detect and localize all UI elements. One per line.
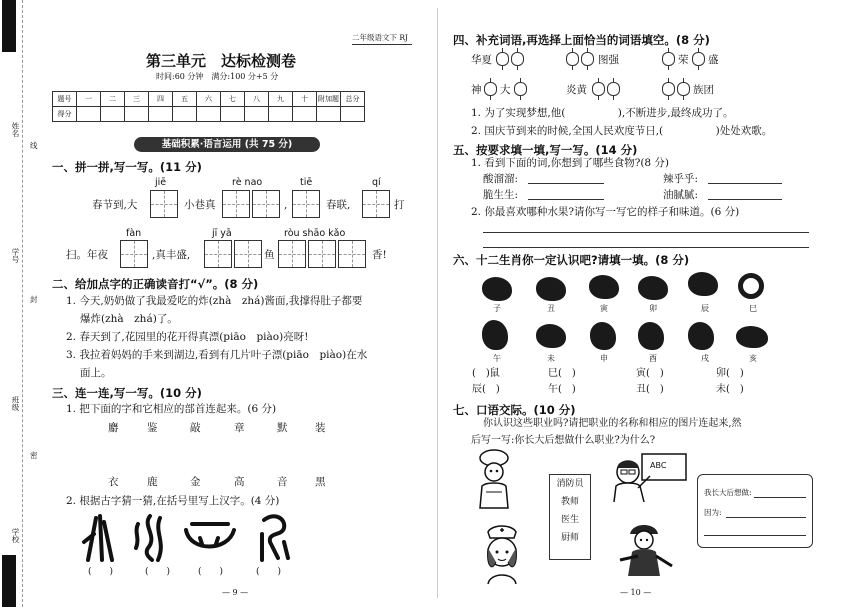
score-header-cell: 一 xyxy=(77,92,101,107)
s4-word: 盛 xyxy=(708,54,719,66)
score-cell[interactable] xyxy=(125,107,149,122)
score-header-cell: 总分 xyxy=(341,92,365,107)
s3-q2: 2. 根据古字猜一猜,在括号里写上汉字。(4 分) xyxy=(66,495,280,507)
section-1-heading: 一、拼一拼,写一写。(11 分) xyxy=(52,160,202,174)
zodiac-branch: 戌 xyxy=(701,354,709,363)
zodiac-ox-icon xyxy=(536,277,566,301)
s2-item-1: 1. 今天,奶奶做了我最爱吃的炸(zhà zhá)酱面,我撑得肚子都要 xyxy=(66,295,363,307)
pinyin-qi: qí xyxy=(372,177,381,188)
zodiac-fill[interactable]: 辰( ) xyxy=(472,384,500,395)
exam-meta: 时间:60 分钟 满分:100 分+5 分 xyxy=(156,72,279,81)
zodiac-fill[interactable]: 丑( ) xyxy=(636,384,664,395)
s3-char-bottom[interactable]: 黑 xyxy=(315,476,326,488)
score-cell[interactable] xyxy=(197,107,221,122)
score-header-cell: 附加题 xyxy=(317,92,341,107)
food-prompt: 油腻腻: xyxy=(663,189,699,201)
gutter-line-mark: 线 xyxy=(30,141,38,150)
firefighter-picture xyxy=(616,520,676,580)
gutter-school-label: 学校 xyxy=(11,528,20,543)
score-cell[interactable] xyxy=(317,107,341,122)
s2-item-1b: 爆炸(zhà zhá)了。 xyxy=(80,313,178,325)
gutter-class-label: 班级 xyxy=(11,396,20,411)
s3-q1: 1. 把下面的字和它相应的部首连起来。(6 分) xyxy=(66,403,277,415)
s3-char-bottom[interactable]: 金 xyxy=(190,476,201,488)
zodiac-branch: 亥 xyxy=(749,354,757,363)
score-header-cell: 二 xyxy=(101,92,125,107)
food-prompt: 辣乎乎: xyxy=(663,173,699,185)
lantern-blank[interactable] xyxy=(662,82,675,96)
zodiac-branch: 未 xyxy=(547,354,555,363)
answer-line[interactable] xyxy=(754,497,806,498)
answer-label-job: 我长大后想做: xyxy=(704,488,752,497)
score-table xyxy=(52,91,365,122)
zodiac-branch: 申 xyxy=(600,354,608,363)
zodiac-branch: 午 xyxy=(493,354,501,363)
score-header-cell: 七 xyxy=(221,92,245,107)
pinyin-jiya: jī yā xyxy=(212,228,232,239)
zodiac-fill[interactable]: 午( ) xyxy=(548,384,576,395)
s3-char-top[interactable]: 敲 xyxy=(190,422,201,434)
score-header-cell: 三 xyxy=(125,92,149,107)
score-header-cell: 十 xyxy=(293,92,317,107)
answer-line[interactable] xyxy=(708,199,782,200)
board-text: ABC xyxy=(650,461,667,470)
char-box[interactable] xyxy=(120,240,148,268)
answer-scroll xyxy=(697,474,813,548)
ancient-glyph-tree xyxy=(84,516,112,560)
paren-blank[interactable]: ( ) xyxy=(145,567,171,577)
char-box[interactable] xyxy=(204,240,232,268)
chef-picture xyxy=(466,448,522,510)
score-header-label: 题号 xyxy=(53,92,77,107)
zodiac-dog-icon xyxy=(688,322,714,350)
section-banner: 基础积累·语言运用 (共 75 分) xyxy=(134,137,320,152)
job-name[interactable]: 教师 xyxy=(560,497,579,507)
lantern-blank[interactable] xyxy=(496,52,509,66)
char-box[interactable] xyxy=(234,240,262,268)
s2-text-2: ,真丰盛, xyxy=(152,249,191,261)
lantern-blank[interactable] xyxy=(514,82,527,96)
ancient-glyphs xyxy=(78,512,308,564)
lantern-blank[interactable] xyxy=(592,82,605,96)
score-header-cell: 五 xyxy=(173,92,197,107)
pinyin-jie: jiē xyxy=(155,177,167,188)
pinyin-tie: tiē xyxy=(300,177,313,188)
job-name[interactable]: 医生 xyxy=(560,515,579,525)
s2-item-3b: 面上。 xyxy=(80,367,112,379)
s2-item-2: 2. 春天到了,花园里的花开得真漂(piāo piào)亮呀! xyxy=(66,331,309,343)
answer-line[interactable] xyxy=(483,247,809,248)
zodiac-tiger-icon xyxy=(589,275,619,299)
score-cell[interactable] xyxy=(173,107,197,122)
s3-char-top[interactable]: 装 xyxy=(315,422,326,434)
zodiac-branch: 卯 xyxy=(649,304,657,313)
header-rule xyxy=(352,44,412,45)
score-header-cell: 九 xyxy=(269,92,293,107)
section-7-heading: 七、口语交际。(10 分) xyxy=(453,403,576,417)
gutter-name-label: 姓名 xyxy=(11,122,20,137)
s3-char-top[interactable]: 麝 xyxy=(108,422,119,434)
answer-line[interactable] xyxy=(704,535,806,536)
paren-blank[interactable]: ( ) xyxy=(198,567,224,577)
section-6-heading: 六、十二生肖你一定认识吧?请填一填。(8 分) xyxy=(453,253,690,267)
s2-text-4: 香! xyxy=(372,249,387,261)
zodiac-fill[interactable]: 寅( ) xyxy=(636,368,664,379)
lantern-blank[interactable] xyxy=(607,82,620,96)
s5-q1: 1. 看到下面的词,你想到了哪些食物?(8 分) xyxy=(471,157,670,169)
answer-line[interactable] xyxy=(528,183,604,184)
page-title: 第三单元 达标检测卷 xyxy=(146,52,297,70)
s3-char-top[interactable]: 默 xyxy=(277,422,288,434)
zodiac-dragon-icon xyxy=(688,272,718,296)
score-cell[interactable] xyxy=(341,107,365,122)
zodiac-goat-icon xyxy=(536,324,566,348)
s5-q2: 2. 你最喜欢哪种水果?请你写一写它的样子和味道。(6 分) xyxy=(471,206,740,218)
score-cell[interactable] xyxy=(293,107,317,122)
ancient-glyph-water xyxy=(136,516,161,560)
s3-char-bottom[interactable]: 音 xyxy=(277,476,288,488)
black-tab-top xyxy=(2,0,16,52)
zodiac-monkey-icon xyxy=(590,322,616,350)
score-header-cell: 六 xyxy=(197,92,221,107)
s7-prompt-1: 你认识这些职业吗?请把职业的名称和相应的图片连起来,然 xyxy=(483,418,742,429)
zodiac-snake-icon xyxy=(738,273,764,299)
s7-prompt-2: 后写一写:你长大后想做什么职业?为什么? xyxy=(471,435,656,446)
lantern-blank[interactable] xyxy=(566,52,579,66)
char-box[interactable] xyxy=(150,190,178,218)
section-5-heading: 五、按要求填一填,写一写。(14 分) xyxy=(453,143,638,157)
paren-blank[interactable]: ( ) xyxy=(88,567,114,577)
s4-word: 神 xyxy=(471,84,482,96)
job-list xyxy=(549,474,591,560)
answer-line[interactable] xyxy=(726,517,806,518)
food-prompt: 酸溜溜: xyxy=(483,173,519,185)
section-4-heading: 四、补充词语,再选择上面恰当的词语填空。(8 分) xyxy=(453,33,710,47)
s4-word: 炎黄 xyxy=(566,84,587,96)
s4-q1: 1. 为了实现梦想,他( ),不断进步,最终成功了。 xyxy=(471,107,734,119)
score-row-label: 得分 xyxy=(53,107,77,122)
zodiac-fill[interactable]: 未( ) xyxy=(716,384,744,395)
zodiac-branch: 辰 xyxy=(701,304,709,313)
char-box[interactable] xyxy=(308,240,336,268)
zodiac-branch: 子 xyxy=(493,304,501,313)
zodiac-rooster-icon xyxy=(638,322,664,350)
s3-char-bottom[interactable]: 衣 xyxy=(108,476,119,488)
zodiac-horse-icon xyxy=(482,320,508,350)
lantern-blank[interactable] xyxy=(581,52,594,66)
black-tab-bottom xyxy=(2,555,16,607)
char-box[interactable] xyxy=(292,190,320,218)
score-header-cell: 四 xyxy=(149,92,173,107)
lantern-blank[interactable] xyxy=(484,82,497,96)
zodiac-fill[interactable]: 卯( ) xyxy=(716,368,744,379)
s1-text-1: 春节到,大 xyxy=(92,199,138,211)
nurse-picture xyxy=(474,522,530,586)
binding-gutter xyxy=(0,0,23,607)
s2-text-1: 扫。年夜 xyxy=(66,249,108,261)
s4-q2: 2. 国庆节到来的时候,全国人民欢度节日,( )处处欢歌。 xyxy=(471,125,773,137)
score-cell[interactable] xyxy=(149,107,173,122)
paren-blank[interactable]: ( ) xyxy=(256,567,282,577)
s4-word: 图强 xyxy=(598,54,619,66)
pinyin-roushaokao: ròu shāo kǎo xyxy=(284,228,346,239)
score-header-cell: 八 xyxy=(245,92,269,107)
lantern-blank[interactable] xyxy=(677,82,690,96)
s4-word: 大 xyxy=(500,84,511,96)
gutter-student-no-label: 学号 xyxy=(11,248,20,263)
answer-line[interactable] xyxy=(528,199,604,200)
s1-text-4: 春联, xyxy=(326,199,351,211)
s2-item-3: 3. 我拉着妈妈的手来到湖边,看到有几片叶子漂(piāo piào)在水 xyxy=(66,349,368,361)
lantern-blank[interactable] xyxy=(662,52,675,66)
s4-word: 族团 xyxy=(693,84,714,96)
pinyin-renao: rè nao xyxy=(232,177,263,188)
page-divider xyxy=(437,8,438,598)
lantern-blank[interactable] xyxy=(692,52,705,66)
s2-text-3: 鱼 xyxy=(264,249,275,261)
lantern-blank[interactable] xyxy=(511,52,524,66)
teacher-picture xyxy=(610,452,690,502)
zodiac-branch: 丑 xyxy=(547,304,555,313)
char-box[interactable] xyxy=(222,190,250,218)
char-box[interactable] xyxy=(362,190,390,218)
zodiac-branch: 酉 xyxy=(649,354,657,363)
s3-char-top[interactable]: 鉴 xyxy=(147,422,158,434)
answer-line[interactable] xyxy=(708,183,782,184)
s1-text-3: , xyxy=(284,199,288,211)
answer-line[interactable] xyxy=(483,232,809,233)
s1-text-2: 小巷真 xyxy=(184,199,216,211)
job-name[interactable]: 厨师 xyxy=(560,533,579,543)
food-prompt: 脆生生: xyxy=(483,189,519,201)
s4-word: 荣 xyxy=(678,54,689,66)
page-number-right: — 10 — xyxy=(620,588,652,597)
char-box[interactable] xyxy=(252,190,280,218)
zodiac-branch: 寅 xyxy=(600,304,608,313)
score-cell[interactable] xyxy=(77,107,101,122)
s3-char-bottom[interactable]: 高 xyxy=(234,476,245,488)
gutter-seal-mark: 封 xyxy=(30,295,38,304)
char-box[interactable] xyxy=(278,240,306,268)
answer-label-reason: 因为: xyxy=(704,508,722,517)
score-cell[interactable] xyxy=(101,107,125,122)
zodiac-pig-icon xyxy=(736,326,768,348)
s3-char-top[interactable]: 章 xyxy=(234,422,245,434)
gutter-secret-mark: 密 xyxy=(30,451,38,460)
s3-char-bottom[interactable]: 鹿 xyxy=(147,476,158,488)
zodiac-fill[interactable]: 巳( ) xyxy=(548,368,576,379)
ancient-glyph-mouth xyxy=(186,524,234,547)
job-name[interactable]: 消防员 xyxy=(556,479,584,489)
zodiac-branch: 巳 xyxy=(749,304,757,313)
zodiac-rat-icon xyxy=(482,277,512,301)
grade-edition: 二年级语文下 RJ xyxy=(352,33,409,42)
zodiac-rabbit-icon xyxy=(638,276,668,300)
score-cell[interactable] xyxy=(269,107,293,122)
score-cell[interactable] xyxy=(221,107,245,122)
s4-word: 华夏 xyxy=(471,54,492,66)
char-box[interactable] xyxy=(338,240,366,268)
section-3-heading: 三、连一连,写一写。(10 分) xyxy=(52,386,202,400)
s1-text-5: 打 xyxy=(394,199,405,211)
ancient-glyph-person xyxy=(262,516,288,560)
score-cell[interactable] xyxy=(245,107,269,122)
zodiac-fill[interactable]: ( )鼠 xyxy=(472,368,500,379)
page-number-left: — 9 — xyxy=(222,588,249,597)
pinyin-fan: fàn xyxy=(126,228,142,239)
section-2-heading: 二、给加点字的正确读音打“√”。(8 分) xyxy=(52,277,259,291)
